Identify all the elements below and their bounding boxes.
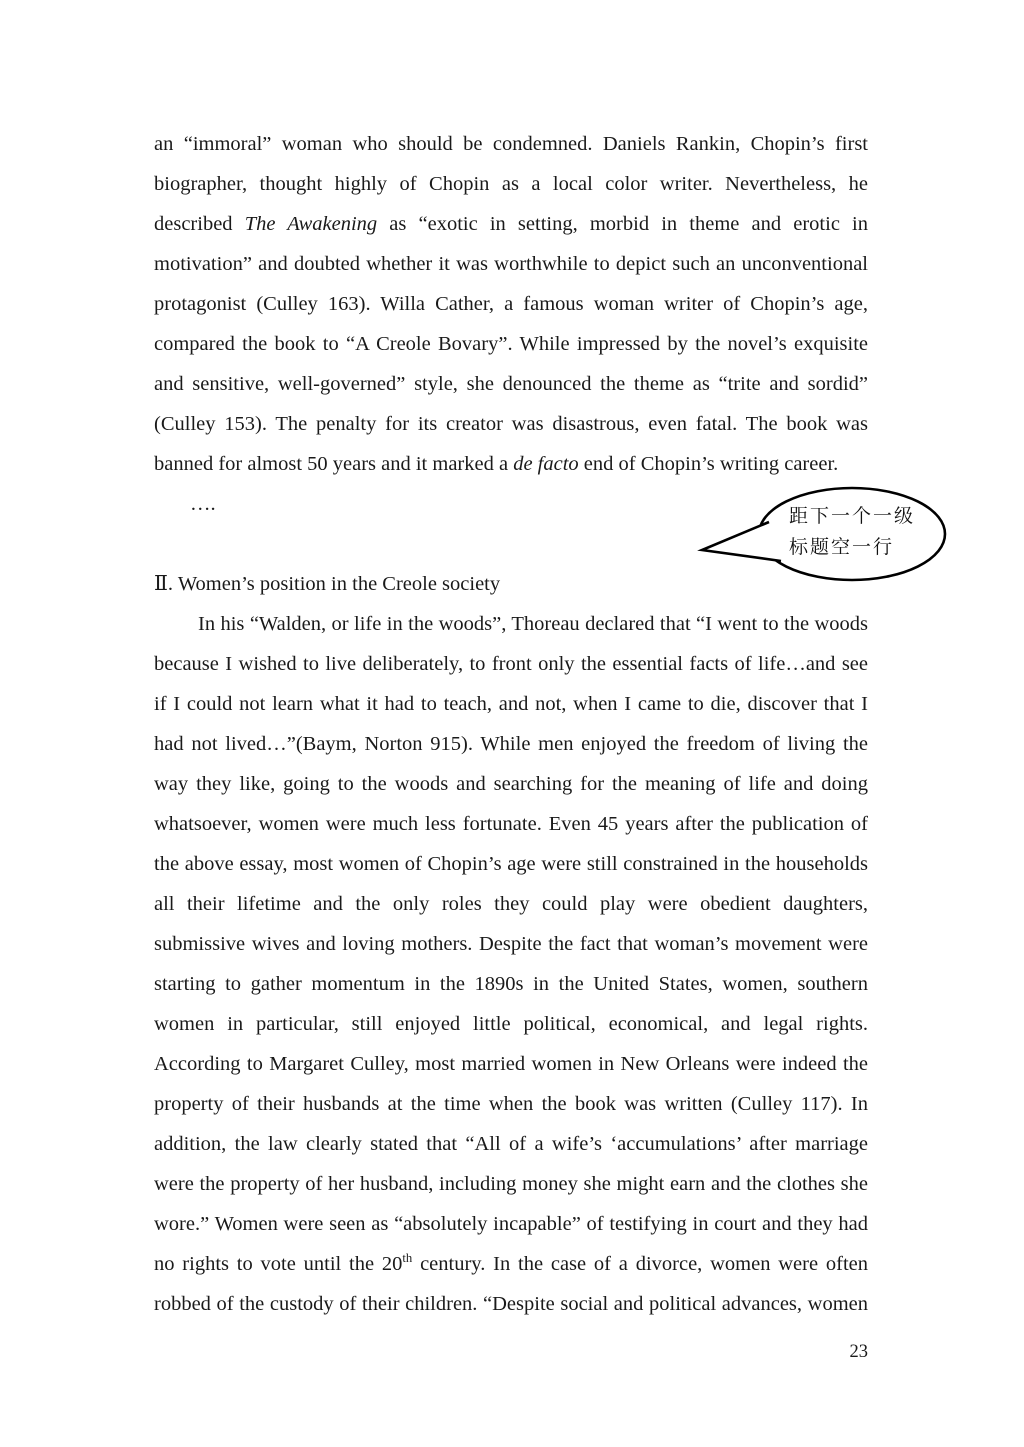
text-segment: if I could not learn what it had to teach, and not, when I came to die, discover that I [154, 693, 868, 715]
text-segment: banned for almost 50 years and it marked a [154, 453, 514, 475]
text-line [154, 884, 868, 924]
text-line [154, 684, 868, 724]
text-segment: because I wished to live deliberately, to front only the essential facts of life…and see [154, 653, 868, 675]
text-segment: no rights to vote until the 20 [154, 1253, 403, 1275]
text-line [154, 124, 868, 164]
text-segment: (Culley 153). The penalty for its creator was disastrous, even fatal. The book was [154, 413, 868, 435]
text-line [154, 1124, 868, 1164]
text-line [154, 404, 868, 444]
text-segment: whatsoever, women were much less fortunate. Even 45 years after the publication of [154, 813, 868, 835]
text-segment: the above essay, most women of Chopin’s age were still constrained in the households [154, 853, 868, 875]
text-segment: described [154, 213, 245, 235]
text-line [154, 164, 868, 204]
section-heading: Ⅱ. Women’s position in the Creole society [154, 573, 501, 595]
text-line [154, 924, 868, 964]
text-segment: and sensitive, well-governed” style, she denounced the theme as “trite and sordid” [154, 373, 868, 395]
text-line [154, 724, 868, 764]
text-line [154, 444, 868, 484]
text-segment: robbed of the custody of their children. “Despite social and political advances, women [154, 1293, 868, 1315]
text-line [154, 244, 868, 284]
text-line [154, 964, 868, 1004]
text-segment: addition, the law clearly stated that “All of a wife’s ‘accumulations’ after marriage [154, 1133, 868, 1155]
text-line [154, 844, 868, 884]
text-segment: compared the book to “A Creole Bovary”. While impressed by the novel’s exquisite [154, 333, 868, 355]
text-segment: wore.” Women were seen as “absolutely incapable” of testifying in court and they had [154, 1213, 868, 1235]
text-line [154, 1084, 868, 1124]
text-segment: all their lifetime and the only roles they could play were obedient daughters, [154, 893, 868, 915]
text-line [154, 1164, 868, 1204]
text-line [154, 324, 868, 364]
text-segment: as “exotic in setting, morbid in theme and erotic in [377, 213, 868, 235]
text-segment: women in particular, still enjoyed little political, economical, and legal rights. [154, 1013, 868, 1035]
text-line [154, 804, 868, 844]
text-segment: In his “Walden, or life in the woods”, Thoreau declared that “I went to the woods [198, 613, 868, 635]
text-segment: an “immoral” woman who should be condemned. Daniels Rankin, Chopin’s first [154, 133, 868, 155]
text-segment: motivation” and doubted whether it was worthwhile to depict such an unconventional [154, 253, 868, 275]
text-line [154, 284, 868, 324]
text-line [154, 1244, 868, 1284]
text-segment: starting to gather momentum in the 1890s in the United States, women, southern [154, 973, 868, 995]
paragraph-body [154, 604, 868, 1324]
text-segment: end of Chopin’s writing career. [578, 453, 839, 475]
italic-text: de facto [513, 453, 579, 475]
ellipsis-line: …. [190, 493, 216, 515]
text-segment: biographer, thought highly of Chopin as a local color writer. Nevertheless, he [154, 173, 868, 195]
comment-line: 标题空一行 [789, 536, 895, 558]
text-segment: had not lived…”(Baym, Norton 915). While men enjoyed the freedom of living the [154, 733, 868, 755]
text-line [154, 1044, 868, 1084]
text-line [154, 644, 868, 684]
text-line [154, 364, 868, 404]
italic-text: The Awakening [244, 213, 378, 235]
superscript-text: th [402, 1251, 413, 1266]
text-segment: property of their husbands at the time when the book was written (Culley 117). In [154, 1093, 868, 1115]
text-segment: century. In the case of a divorce, women were often [412, 1253, 868, 1275]
comment-balloon-text [789, 502, 939, 563]
text-segment: were the property of her husband, including money she might earn and the clothes she [154, 1173, 868, 1195]
paragraph-continuation [154, 124, 868, 484]
page-number: 23 [849, 1342, 868, 1362]
text-segment: According to Margaret Culley, most married women in New Orleans were indeed the [154, 1053, 868, 1075]
text-line [154, 1004, 868, 1044]
text-segment: protagonist (Culley 163). Willa Cather, a famous woman writer of Chopin’s age, [154, 293, 868, 315]
text-line [154, 764, 868, 804]
text-line [154, 1204, 868, 1244]
comment-line: 距下一个一级 [789, 506, 916, 527]
text-line [154, 604, 868, 644]
text-segment: submissive wives and loving mothers. Despite the fact that woman’s movement were [154, 933, 868, 955]
page-text-block [154, 124, 868, 1324]
text-line [154, 1284, 868, 1324]
text-line [154, 204, 868, 244]
text-segment: way they like, going to the woods and searching for the meaning of life and doing [154, 773, 868, 795]
